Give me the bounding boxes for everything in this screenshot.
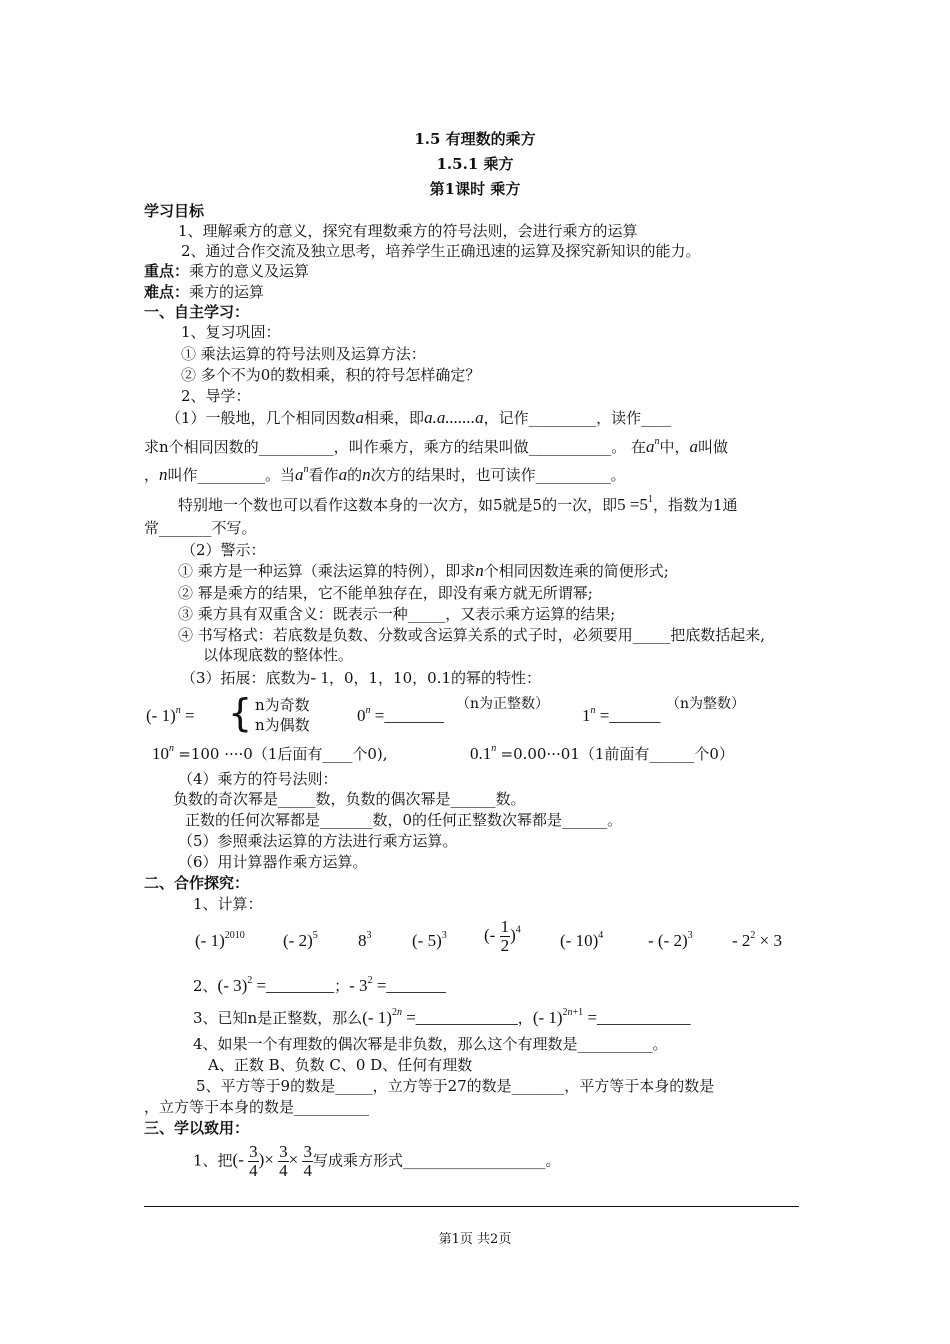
warn-3: ③ 乘方具有双重含义：既表示一种_____，又表示乘方运算的结果; <box>178 605 616 623</box>
section1-heading: 一、自主学习： <box>144 303 250 321</box>
zero-power: $0^n$ =_______ <box>357 705 444 725</box>
objective-2: 2、通过合作交流及独立思考，培养学生正确迅速的运算及探究新知识的能力。 <box>181 242 701 260</box>
warn-4: ④ 书写格式：若底数是负数、分数或含运算关系的式子时，必须要用_____把底数括起来, <box>178 626 766 644</box>
footer-rule <box>144 1206 799 1207</box>
p6: （6）用计算器作乘方运算。 <box>178 853 368 871</box>
page-title: 1.5 有理数的乘方 <box>414 130 536 148</box>
review-q2: ② 多个不为0的数相乘，积的符号怎样确定？ <box>181 366 481 384</box>
one-power: $1^n$ =______ <box>582 705 661 725</box>
guide-p1-line3: ，n叫作_________。当$a^n$看作a的n次方的结果时，也可读作__________。 <box>144 464 626 484</box>
q2: 2、(- 3)$^2$ =________；- $3^2$ =_______ <box>193 975 446 995</box>
warn-1: ① 乘方是一种运算（乘法运算的特例），即求n个相同因数连乘的简便形式; <box>178 561 669 580</box>
expr-6: (- 10)$^4$ <box>560 930 604 950</box>
warn-title: （2）警示： <box>181 541 266 559</box>
one-power-cond: （n为整数） <box>666 696 746 712</box>
expr-7: - (- 2)$^3$ <box>648 930 693 950</box>
brace-icon: { <box>228 691 253 735</box>
warn-4-cont: 以体现底数的整体性。 <box>203 646 354 664</box>
expr-4: (- 5)$^3$ <box>412 930 447 950</box>
q4-options: A、正数 B、负数 C、0 D、任何有理数 <box>208 1056 473 1074</box>
ten-power: 10$^n$ =100 ····0（1后面有____个0), <box>152 743 388 763</box>
p5: （5）参照乘法运算的方法进行乘方运算。 <box>178 832 458 850</box>
objectives-heading: 学习目标 <box>144 202 205 220</box>
expr-3: $8^3$ <box>358 930 372 950</box>
q3: 3、已知n是正整数，那么(- 1)$^{2n}$ =____________，(- 1)$^{2n+1}$ =___________ <box>193 1007 691 1027</box>
odd-case: n为奇数 <box>255 696 310 714</box>
expr-5: (- $\frac{1}{2}$ )$^4$ <box>484 917 521 955</box>
q1-label: 1、计算： <box>193 895 263 913</box>
sign-title: （4）乘方的符号法则： <box>178 770 338 788</box>
q5-line2: ，立方等于本身的数是__________ <box>144 1098 370 1116</box>
guide-p1-line2: 求n个相同因数的__________，叫作乘方，乘方的结果叫做___________。 在$a^n$中，a叫做 <box>144 436 728 456</box>
expr-2: (- 2)$^5$ <box>283 930 318 950</box>
guide-p2-line2: 常_______不写。 <box>144 519 257 537</box>
lesson-title: 第1课时 乘方 <box>429 180 521 198</box>
sign-rule-1: 负数的奇次幂是_____数，负数的偶次幂是______数。 <box>173 790 526 808</box>
key-point: 重点：乘方的意义及运算 <box>144 262 310 280</box>
neg-one-power: (- 1)$^n$ = <box>146 705 195 725</box>
ext-title: （3）拓展：底数为- 1，0，1，10，0.1的幂的特性： <box>181 668 541 687</box>
tenth-power: 0.1$^n$ =0.00···01（1前面有______个0） <box>470 743 734 763</box>
apply-q1: 1、把(- $\frac{3}{4}$ )× $\frac{3}{4}$ × $\frac{3}{4}$ 写成乘方形式___________________。 <box>193 1142 561 1180</box>
guide-p2-line1: 特别地一个数也可以看作这数本身的一次方，如5就是5的一次，即$5 =5^1$，指数为1通 <box>178 494 738 514</box>
sign-rule-2: 正数的任何次幂都是_______数，0的任何正整数次幂都是______。 <box>185 811 623 829</box>
page-footer: 第1页 共2页 <box>438 1232 512 1247</box>
q5-line1: 5、平方等于9的数是_____，立方等于27的数是_______，平方等于本身的数是 <box>196 1077 715 1095</box>
even-case: n为偶数 <box>255 716 310 734</box>
page-subtitle: 1.5.1 乘方 <box>436 155 514 173</box>
guide-title: 2、导学： <box>181 387 251 405</box>
review-q1: ① 乘法运算的符号法则及运算方法： <box>181 345 426 363</box>
difficulty: 难点：乘方的运算 <box>144 283 265 301</box>
section3-heading: 三、学以致用： <box>144 1119 250 1137</box>
q4: 4、如果一个有理数的偶次幂是非负数，那么这个有理数是__________。 <box>193 1035 668 1053</box>
zero-power-cond: （n为正整数） <box>456 696 550 712</box>
section2-heading: 二、合作探究： <box>144 874 250 892</box>
review-title: 1、复习巩固： <box>181 323 281 341</box>
guide-p1-line1: （1）一般地，几个相同因数a相乘，即a.a.......a，记作_________，读作____ <box>166 408 672 427</box>
warn-2: ② 幂是乘方的结果，它不能单独存在，即没有乘方就无所谓幂; <box>178 584 593 602</box>
expr-8: - $2^2 \times 3$ <box>732 930 783 950</box>
objective-1: 1、理解乘方的意义，探究有理数乘方的符号法则，会进行乘方的运算 <box>178 222 638 240</box>
expr-1: (- 1)$^{2010}$ <box>195 930 245 950</box>
